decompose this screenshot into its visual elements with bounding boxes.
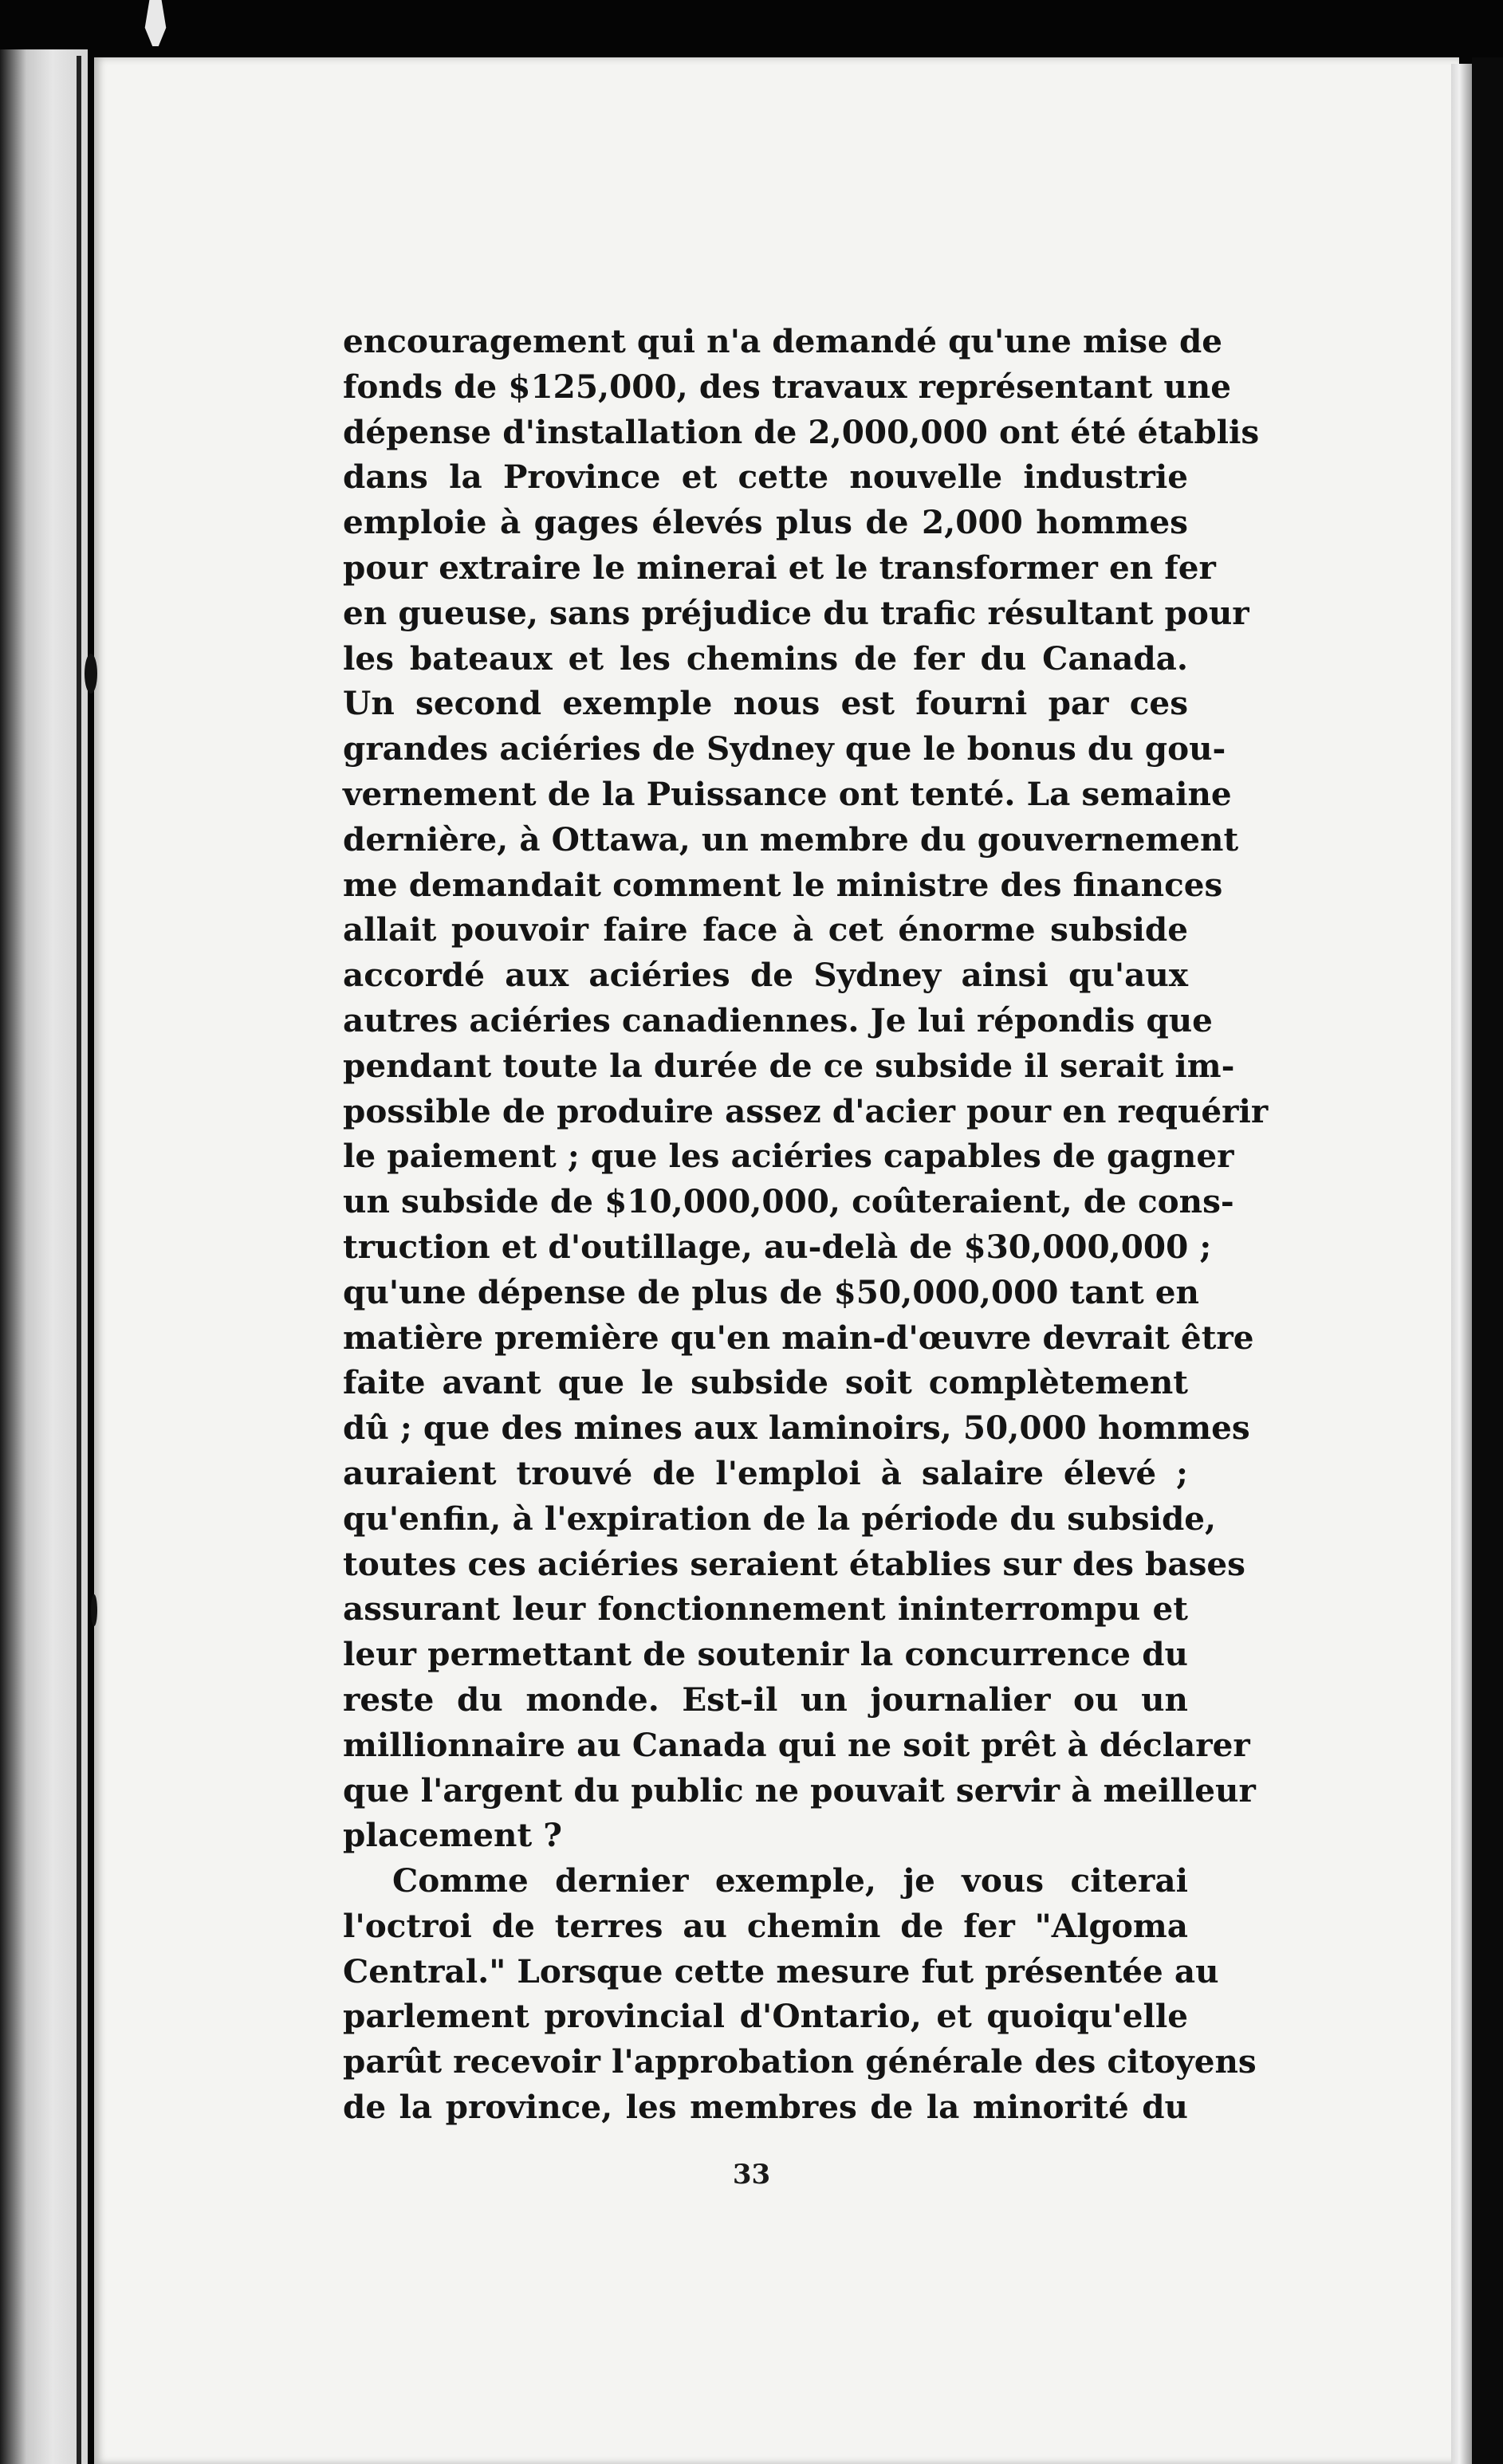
text-line: Un second exemple nous est fourni par ces (343, 684, 1188, 723)
text-line: qu'une dépense de plus de $50,000,000 tant en (343, 1272, 1199, 1311)
text-line: matière première qu'en main-d'œuvre devrait être (343, 1318, 1254, 1357)
text-line: un subside de $10,000,000, coûteraient, de cons- (343, 1182, 1234, 1221)
text-line: dû ; que des mines aux laminoirs, 50,000 hommes (343, 1409, 1250, 1448)
binding-gutter (77, 56, 81, 2464)
text-line: reste du monde. Est-il un journalier ou un (343, 1680, 1188, 1719)
text-line: toutes ces aciéries seraient établies sur des bases (343, 1544, 1245, 1583)
text-line: dernière, à Ottawa, un membre du gouvernement (343, 819, 1239, 859)
text-line: encouragement qui n'a demandé qu'une mise de (343, 322, 1223, 360)
text-line: qu'enfin, à l'expiration de la période du subside, (343, 1499, 1217, 1538)
text-line: Central." Lorsque cette mesure fut présentée au (343, 1951, 1219, 1990)
text-line: parût recevoir l'approbation générale des citoyens (343, 2042, 1257, 2081)
text-line: que l'argent du public ne pouvait servir à meilleur (343, 1770, 1256, 1810)
page-right-edge (1451, 64, 1472, 2464)
text-line: l'octroi de terres au chemin de fer "Algoma (343, 1906, 1188, 1945)
text-line: de la province, les membres de la minorité du (343, 2088, 1188, 2127)
text-line: auraient trouvé de l'emploi à salaire élevé ; (343, 1453, 1188, 1492)
text-line: autres aciéries canadiennes. Je lui répondis que (343, 1000, 1213, 1039)
text-line: millionnaire au Canada qui ne soit prêt à déclarer (343, 1725, 1250, 1764)
page-number: 33 (732, 2159, 771, 2191)
page-right-shadow (1472, 57, 1503, 2464)
text-line: vernement de la Puissance ont tenté. La semaine (343, 774, 1232, 813)
text-line: dépense d'installation de 2,000,000 ont été établis (343, 412, 1260, 451)
text-line: assurant leur fonctionnement ininterrompu et (343, 1590, 1188, 1629)
scanner-clip (140, 0, 171, 46)
text-line: pendant toute la durée de ce subside il serait im- (343, 1046, 1235, 1085)
text-line: possible de produire assez d'acier pour en requérir (343, 1091, 1269, 1130)
text-line: le paiement ; que les aciéries capables de gagner (343, 1137, 1234, 1176)
paragraph-end-line: placement ? (343, 1816, 562, 1855)
text-line: allait pouvoir faire face à cet énorme subside (343, 910, 1188, 949)
text-line: dans la Province et cette nouvelle industrie (343, 458, 1188, 497)
text-line: me demandait comment le ministre des finances (343, 865, 1223, 904)
text-line: accordé aux aciéries de Sydney ainsi qu'aux (343, 956, 1188, 995)
text-line: grandes aciéries de Sydney que le bonus du gou- (343, 729, 1226, 768)
binding-thread-mark (91, 1594, 97, 1626)
text-line: leur permettant de soutenir la concurrence du (343, 1635, 1188, 1674)
body-text (343, 319, 1269, 2130)
text-line: en gueuse, sans préjudice du trafic résultant pour (343, 593, 1249, 632)
text-line: les bateaux et les chemins de fer du Canada. (343, 639, 1188, 678)
text-line: emploie à gages élevés plus de 2,000 hommes (343, 503, 1188, 542)
text-line: truction et d'outillage, au-delà de $30,000,000 ; (343, 1227, 1212, 1266)
paragraph-start-line: Comme dernier exemple, je vous citerai (392, 1861, 1188, 1900)
text-line: pour extraire le minerai et le transformer en fer (343, 548, 1216, 587)
facing-page-edge (0, 49, 88, 2464)
text-line: faite avant que le subside soit complètement (343, 1363, 1188, 1402)
text-line: parlement provincial d'Ontario, et quoiqu'elle (343, 1997, 1188, 2036)
binding-thread-mark (85, 654, 97, 694)
text-line: fonds de $125,000, des travaux représentant une (343, 367, 1231, 406)
